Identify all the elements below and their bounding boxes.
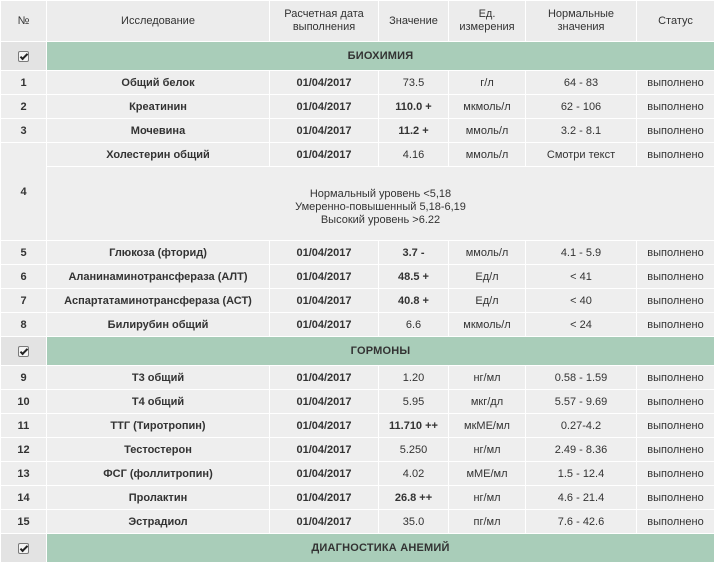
study-date: 01/04/2017 [270, 486, 379, 510]
table-row [1, 438, 714, 462]
study-name: Мочевина [47, 119, 270, 143]
study-name: Билирубин общий [47, 313, 270, 337]
study-note [47, 167, 714, 241]
table-body [1, 42, 714, 563]
study-status: выполнено [637, 510, 714, 534]
study-status: выполнено [637, 486, 714, 510]
study-date: 01/04/2017 [270, 119, 379, 143]
study-value: 1.20 [379, 366, 449, 390]
study-date: 01/04/2017 [270, 414, 379, 438]
row-number: 15 [1, 510, 47, 534]
study-unit: нг/мл [449, 486, 526, 510]
study-normal-range: Смотри текст [526, 143, 637, 167]
study-name: Т4 общий [47, 390, 270, 414]
study-normal-range: 1.5 - 12.4 [526, 462, 637, 486]
study-name: Глюкоза (фторид) [47, 241, 270, 265]
header-study: Исследование [47, 1, 270, 42]
study-value: 40.8 + [379, 289, 449, 313]
study-name: Креатинин [47, 95, 270, 119]
study-status: выполнено [637, 241, 714, 265]
study-status: выполнено [637, 313, 714, 337]
note-line: Нормальный уровень <5,18 [309, 188, 452, 200]
header-row [1, 1, 714, 42]
study-normal-range: 5.57 - 9.69 [526, 390, 637, 414]
study-value: 48.5 + [379, 265, 449, 289]
study-value: 4.02 [379, 462, 449, 486]
study-status: выполнено [637, 143, 714, 167]
row-number: 9 [1, 366, 47, 390]
section-header [1, 337, 714, 366]
study-normal-range: 0.27-4.2 [526, 414, 637, 438]
study-name: Эстрадиол [47, 510, 270, 534]
study-status: выполнено [637, 366, 714, 390]
study-name: Т3 общий [47, 366, 270, 390]
header-unit: Ед. измерения [449, 1, 526, 42]
table-row [1, 95, 714, 119]
study-unit: ммоль/л [449, 119, 526, 143]
row-number: 4 [1, 143, 47, 241]
note-line: Умеренно-повышенный 5,18-6,19 [295, 201, 466, 213]
study-status: выполнено [637, 71, 714, 95]
study-date: 01/04/2017 [270, 366, 379, 390]
header-date: Расчетная дата выполнения [270, 1, 379, 42]
study-date: 01/04/2017 [270, 510, 379, 534]
section-title: ДИАГНОСТИКА АНЕМИЙ [47, 534, 714, 563]
header-value: Значение [379, 1, 449, 42]
row-number: 3 [1, 119, 47, 143]
table-row [1, 289, 714, 313]
study-normal-range: 4.1 - 5.9 [526, 241, 637, 265]
table-row [1, 414, 714, 438]
study-date: 01/04/2017 [270, 313, 379, 337]
study-value: 4.16 [379, 143, 449, 167]
study-status: выполнено [637, 119, 714, 143]
table-row [1, 462, 714, 486]
study-date: 01/04/2017 [270, 438, 379, 462]
table-row [1, 143, 714, 167]
study-normal-range: 7.6 - 42.6 [526, 510, 637, 534]
study-value: 5.250 [379, 438, 449, 462]
study-value: 5.95 [379, 390, 449, 414]
study-status: выполнено [637, 95, 714, 119]
section-checkbox[interactable] [18, 346, 29, 357]
study-status: выполнено [637, 438, 714, 462]
study-date: 01/04/2017 [270, 390, 379, 414]
section-header [1, 534, 714, 563]
study-normal-range: 62 - 106 [526, 95, 637, 119]
study-unit: Ед/л [449, 289, 526, 313]
study-name: Аланинаминотрансфераза (АЛТ) [47, 265, 270, 289]
header-normal: Нормальные значения [526, 1, 637, 42]
study-normal-range: 0.58 - 1.59 [526, 366, 637, 390]
table-row [1, 313, 714, 337]
study-name: Тестостерон [47, 438, 270, 462]
study-normal-range: < 41 [526, 265, 637, 289]
table-row [1, 119, 714, 143]
study-normal-range: < 24 [526, 313, 637, 337]
table-row [1, 265, 714, 289]
study-date: 01/04/2017 [270, 462, 379, 486]
study-unit: мкмоль/л [449, 95, 526, 119]
study-value: 26.8 ++ [379, 486, 449, 510]
table-row [1, 390, 714, 414]
row-number: 12 [1, 438, 47, 462]
section-toggle-cell[interactable] [1, 534, 47, 563]
study-date: 01/04/2017 [270, 241, 379, 265]
study-value: 11.2 + [379, 119, 449, 143]
section-toggle-cell[interactable] [1, 42, 47, 71]
note-row [1, 167, 714, 241]
study-date: 01/04/2017 [270, 143, 379, 167]
study-normal-range: < 40 [526, 289, 637, 313]
study-unit: мкг/дл [449, 390, 526, 414]
section-title: БИОХИМИЯ [47, 42, 714, 71]
row-number: 11 [1, 414, 47, 438]
study-unit: нг/мл [449, 438, 526, 462]
row-number: 6 [1, 265, 47, 289]
row-number: 7 [1, 289, 47, 313]
study-unit: мкмоль/л [449, 313, 526, 337]
study-status: выполнено [637, 390, 714, 414]
section-checkbox[interactable] [18, 543, 29, 554]
study-date: 01/04/2017 [270, 71, 379, 95]
section-header [1, 42, 714, 71]
row-number: 1 [1, 71, 47, 95]
study-value: 110.0 + [379, 95, 449, 119]
study-unit: пг/мл [449, 510, 526, 534]
study-status: выполнено [637, 462, 714, 486]
study-date: 01/04/2017 [270, 95, 379, 119]
row-number: 8 [1, 313, 47, 337]
study-normal-range: 4.6 - 21.4 [526, 486, 637, 510]
study-status: выполнено [637, 289, 714, 313]
section-checkbox[interactable] [18, 51, 29, 62]
study-unit: г/л [449, 71, 526, 95]
study-normal-range: 64 - 83 [526, 71, 637, 95]
study-normal-range: 2.49 - 8.36 [526, 438, 637, 462]
row-number: 5 [1, 241, 47, 265]
study-status: выполнено [637, 414, 714, 438]
row-number: 10 [1, 390, 47, 414]
study-name: Аспартатаминотрансфераза (АСТ) [47, 289, 270, 313]
section-title: ГОРМОНЫ [47, 337, 714, 366]
header-num: № [1, 1, 47, 42]
row-number: 14 [1, 486, 47, 510]
study-name: Холестерин общий [47, 143, 270, 167]
study-unit: ммоль/л [449, 143, 526, 167]
section-toggle-cell[interactable] [1, 337, 47, 366]
study-name: Общий белок [47, 71, 270, 95]
note-line: Высокий уровень >6.22 [320, 214, 441, 226]
table-row [1, 486, 714, 510]
study-unit: мМЕ/мл [449, 462, 526, 486]
study-value: 6.6 [379, 313, 449, 337]
study-unit: ммоль/л [449, 241, 526, 265]
table-row [1, 510, 714, 534]
study-unit: нг/мл [449, 366, 526, 390]
study-date: 01/04/2017 [270, 289, 379, 313]
table-row [1, 241, 714, 265]
study-value: 3.7 - [379, 241, 449, 265]
study-value: 11.710 ++ [379, 414, 449, 438]
table-row [1, 71, 714, 95]
row-number: 13 [1, 462, 47, 486]
study-name: ФСГ (фоллитропин) [47, 462, 270, 486]
header-status: Статус [637, 1, 714, 42]
study-value: 35.0 [379, 510, 449, 534]
study-status: выполнено [637, 265, 714, 289]
study-unit: мкМЕ/мл [449, 414, 526, 438]
study-name: ТТГ (Тиротропин) [47, 414, 270, 438]
study-normal-range: 3.2 - 8.1 [526, 119, 637, 143]
study-unit: Ед/л [449, 265, 526, 289]
row-number: 2 [1, 95, 47, 119]
study-value: 73.5 [379, 71, 449, 95]
study-name: Пролактин [47, 486, 270, 510]
table-row [1, 366, 714, 390]
study-date: 01/04/2017 [270, 265, 379, 289]
